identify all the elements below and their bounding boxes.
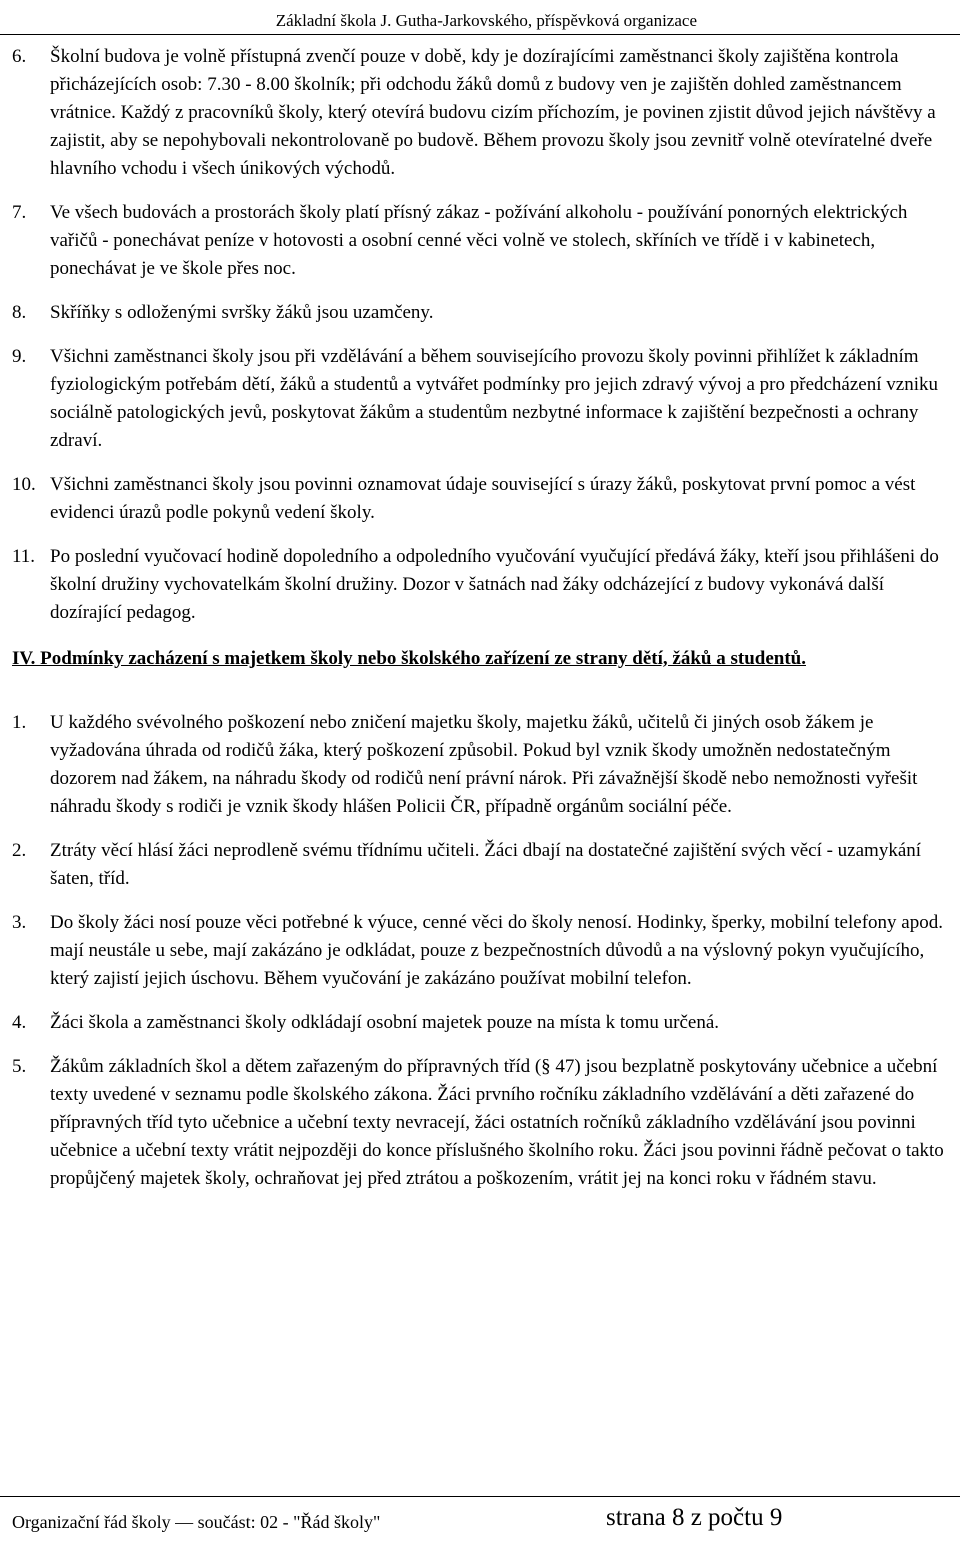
list-item-11 bbox=[12, 543, 947, 627]
list-item-10 bbox=[12, 471, 947, 527]
item-text: Všichni zaměstnanci školy jsou při vzdělávání a během souvisejícího provozu školy povinni přihlížet k základním fyziologickým potřebám dětí, žáků a studentů a vytvářet podmínky pro jejich zdravý vývoj a pro předcházení vzniku sociálně patologických jevů, poskytovat žákům a studentům nezbytné informace k zajištění bezpečnosti a ochrany zdraví. bbox=[50, 346, 938, 451]
document-name: Organizační řád školy — součást: 02 - "Řád školy" bbox=[12, 1512, 381, 1532]
list-item-9 bbox=[12, 343, 947, 455]
list-item-7 bbox=[12, 199, 947, 283]
page-footer bbox=[0, 1496, 960, 1541]
item-text: Školní budova je volně přístupná zvenčí pouze v době, kdy je dozírajícími zaměstnanci školy zajištěna kontrola přicházejících osob: 7.30 - 8.00 školník; při odchodu žáků domů z budovy ven je zajištěn dohled zaměstnancem vrátnice. Každý z pracovníků školy, který otevírá budovu cizím příchozím, je povinen zjistit důvod jejich návštěvy a zajistit, aby se nepohybovali nekontrolovaně po budově. Během provozu školy jsou zevnitř volně otevíratelné dveře hlavního vchodu i všech únikových východů. bbox=[50, 46, 936, 179]
item-text: Po poslední vyučovací hodině dopoledního a odpoledního vyučování vyučující předává žáky, kteří jsou přihlášeni do školní družiny vychovatelkám školní družiny. Dozor v šatnách nad žáky odcházející z budovy vykonává další dozírající pedagog. bbox=[50, 546, 939, 623]
document-body bbox=[12, 43, 947, 1193]
list-item-5 bbox=[12, 1053, 947, 1193]
item-number: 11. bbox=[12, 546, 36, 567]
item-number: 8. bbox=[12, 302, 27, 323]
section-heading-iv: IV. Podmínky zacházení s majetkem školy nebo školského zařízení ze strany dětí, žáků a studentů. bbox=[12, 648, 806, 669]
list-item-1 bbox=[12, 709, 947, 821]
item-number: 6. bbox=[12, 46, 27, 67]
item-number: 10. bbox=[12, 474, 36, 495]
item-text: Žáci škola a zaměstnanci školy odkládají osobní majetek pouze na místa k tomu určená. bbox=[50, 1012, 720, 1033]
item-text: Všichni zaměstnanci školy jsou povinni oznamovat údaje související s úrazy žáků, poskytovat první pomoc a vést evidenci úrazů podle pokynů vedení školy. bbox=[50, 474, 916, 523]
list-item-8 bbox=[12, 299, 947, 327]
item-number: 9. bbox=[12, 346, 27, 367]
organization-name: Základní škola J. Gutha-Jarkovského, příspěvková organizace bbox=[275, 11, 697, 30]
item-text: Ztráty věcí hlásí žáci neprodleně svému třídnímu učiteli. Žáci dbají na dostatečné zajištění svých věcí - uzamykání šaten, tříd. bbox=[50, 840, 922, 889]
list-item-4 bbox=[12, 1009, 947, 1037]
item-text: Ve všech budovách a prostorách školy platí přísný zákaz - požívání alkoholu - používání ponorných elektrických vařičů - ponechávat peníze v hotovosti a osobní cenné věci volně ve stolech, skříních ve třídě i v kabinetech, ponechávat je ve škole přes noc. bbox=[50, 202, 908, 279]
item-text: Žákům základních škol a dětem zařazeným do přípravných tříd (§ 47) jsou bezplatně poskytovány učebnice a učební texty uvedené v seznamu podle školského zákona. Žáci prvního ročníku základního vzdělávání a děti zařazené do přípravných tříd tyto učebnice a učební texty nevracejí, žáci ostatních ročníků základního vzdělávání jsou povinni učebnice a učební texty vrátit nejpozději do konce příslušného školního roku. Žáci jsou povinni řádně pečovat o takto propůjčený majetek školy, ochraňovat jej před ztrátou a poškozením, vrátit jej na konci roku v řádném stavu. bbox=[50, 1056, 944, 1189]
item-number: 4. bbox=[12, 1012, 27, 1033]
item-number: 1. bbox=[12, 712, 27, 733]
item-number: 7. bbox=[12, 202, 27, 223]
item-text: U každého svévolného poškození nebo zničení majetku školy, majetku žáků, učitelů či jiných osob žákem je vyžadována úhrada od rodičů žáka, který poškození způsobil. Pokud byl vznik škody umožněn nedostatečným dozorem nad žákem, na náhradu škody od rodičů není právní nárok. Při závažnější škodě nebo nemožnosti vyřešit náhradu škody s rodiči je vznik škody hlášen Policii ČR, případně orgánům sociální péče. bbox=[50, 712, 918, 817]
item-text: Do školy žáci nosí pouze věci potřebné k výuce, cenné věci do školy nenosí. Hodinky, šperky, mobilní telefony apod. mají neustále u sebe, mají zakázáno je odkládat, pouze z bezpečnostních důvodů a na výslovný pokyn vyučujícího, který zajistí jejich úschovu. Během vyučování je zakázáno používat mobilní telefon. bbox=[50, 912, 943, 989]
list-item-3 bbox=[12, 909, 947, 993]
list-item-6 bbox=[12, 43, 947, 183]
item-number: 2. bbox=[12, 840, 27, 861]
page-number: strana 8 z počtu 9 bbox=[606, 1504, 783, 1531]
item-text: Skříňky s odloženými svršky žáků jsou uzamčeny. bbox=[50, 302, 434, 323]
item-number: 5. bbox=[12, 1056, 27, 1077]
list-item-2 bbox=[12, 837, 947, 893]
page-header bbox=[0, 4, 960, 35]
item-number: 3. bbox=[12, 912, 27, 933]
